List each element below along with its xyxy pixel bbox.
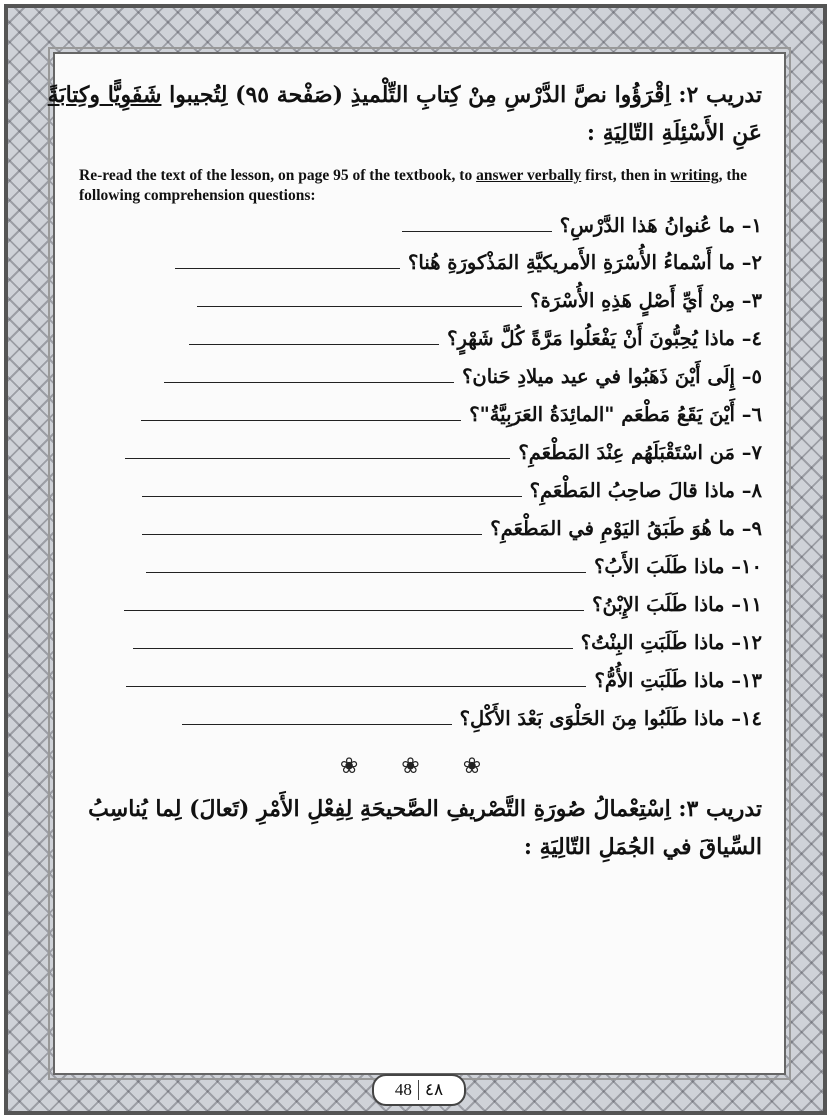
answer-line[interactable] [182,723,452,725]
question-13 [126,669,762,692]
page-number-arabic: ٤٨ [424,1080,444,1099]
question-3 [197,289,762,312]
answer-line[interactable] [141,419,461,421]
exercise3-instruction-line2: السِّياقَ في الجُمَلِ التّالِيَةِ : [523,834,762,860]
english-text-2: first, then in [581,167,671,184]
question-5 [164,365,762,388]
answer-line[interactable] [125,457,510,459]
english-text-3: , the following comprehension questions: [79,167,748,204]
exercise2-label: تدريب ٢ [686,82,762,108]
question-1 [402,214,762,237]
answer-line[interactable] [175,267,400,269]
question-text: ١– ما عُنوانُ هَذا الدَّرْسِ؟ [559,214,762,237]
answer-line[interactable] [142,533,482,535]
exercise3-label: تدريب ٣ [686,796,762,822]
question-text: ٢– ما أَسْماءُ الأُسْرَةِ الأَمريكيَّةِ المَذْكورَةِ هُنا؟ [408,251,762,274]
answer-line[interactable] [124,609,584,611]
question-text: ١٤– ماذا طَلَبُوا مِنَ الحَلْوَى بَعْدَ الأَكْلِ؟ [459,707,762,730]
question-text: ١٢– ماذا طَلَبَتِ البِنْتُ؟ [580,631,762,654]
english-text-1: Re-read the text of the lesson, on page 95 of the textbook, to [79,167,477,184]
answer-line[interactable] [142,495,522,497]
page-number-separator [418,1080,419,1100]
answer-line[interactable] [146,571,586,573]
question-text: ٣– مِنْ أَيِّ أَصْلٍ هَذِهِ الأُسْرَة؟ [530,289,762,312]
question-11 [124,593,762,616]
english-instruction [79,166,769,206]
question-4 [189,327,762,350]
question-7 [125,441,762,464]
question-12 [133,631,762,654]
question-text: ١٠– ماذا طَلَبَ الأَبُ؟ [594,555,762,578]
answer-line[interactable] [197,305,522,307]
exercise3-heading [88,796,762,822]
question-text: ٥– إِلَى أَيْنَ ذَهَبُوا في عيد ميلادِ حَنان؟ [462,365,762,388]
question-8 [142,479,762,502]
answer-line[interactable] [164,381,454,383]
answer-line[interactable] [189,343,439,345]
question-text: ٦– أَيْنَ يَقَعُ مَطْعَم "المائِدَةُ العَرَبِيَّةُ"؟ [469,403,762,426]
question-text: ٩– ما هُوَ طَبَقُ اليَوْمِ في المَطْعَمِ؟ [490,517,762,540]
decorative-border [4,4,827,1115]
answer-line[interactable] [402,230,552,232]
question-14 [182,707,762,730]
question-9 [142,517,762,540]
question-text: ١٣– ماذا طَلَبَتِ الأُمُّ؟ [594,669,762,692]
answer-line[interactable] [133,647,573,649]
exercise2-instruction: : اِقْرَؤُوا نصَّ الدَّرْسِ مِنْ كِتابِ التِّلْميذِ (صَفْحة ٩٥) لِتُجيبوا [161,82,687,108]
question-text: ٧– مَن اسْتَقْبَلَهُم عِنْدَ المَطْعَمِ؟ [518,441,762,464]
page-number-latin: 48 [394,1080,412,1099]
exercise2-instruction-underlined: شَفَوِيًّا وكِتابَةً [47,82,162,108]
english-underlined-1: answer verbally [476,167,582,184]
question-2 [175,251,762,274]
exercise3-instruction: : اِسْتِعْمالُ صُورَةِ التَّصْريفِ الصَّحيحَةِ لِفِعْلِ الأَمْرِ (تَعالَ) لِما يُناسِبُ [88,796,687,822]
ornament-divider: ❀ ❀ ❀ [339,754,500,779]
page-content-area [47,52,786,1075]
question-text: ٤– ماذا يُحِبُّونَ أَنْ يَفْعَلُوا مَرَّةً كُلَّ شَهْرٍ؟ [447,327,762,350]
english-underlined-2: writing [670,167,719,184]
question-text: ١١– ماذا طَلَبَ الإِبْنُ؟ [592,593,762,616]
answer-line[interactable] [126,685,586,687]
question-6 [141,403,762,426]
question-text: ٨– ماذا قالَ صاحِبُ المَطْعَمِ؟ [529,479,762,502]
question-10 [146,555,762,578]
page-number-badge [372,1074,466,1106]
exercise2-heading [48,82,762,108]
exercise2-instruction-line2: عَنِ الأَسْئِلَةِ التّالِيَةِ : [586,120,762,146]
